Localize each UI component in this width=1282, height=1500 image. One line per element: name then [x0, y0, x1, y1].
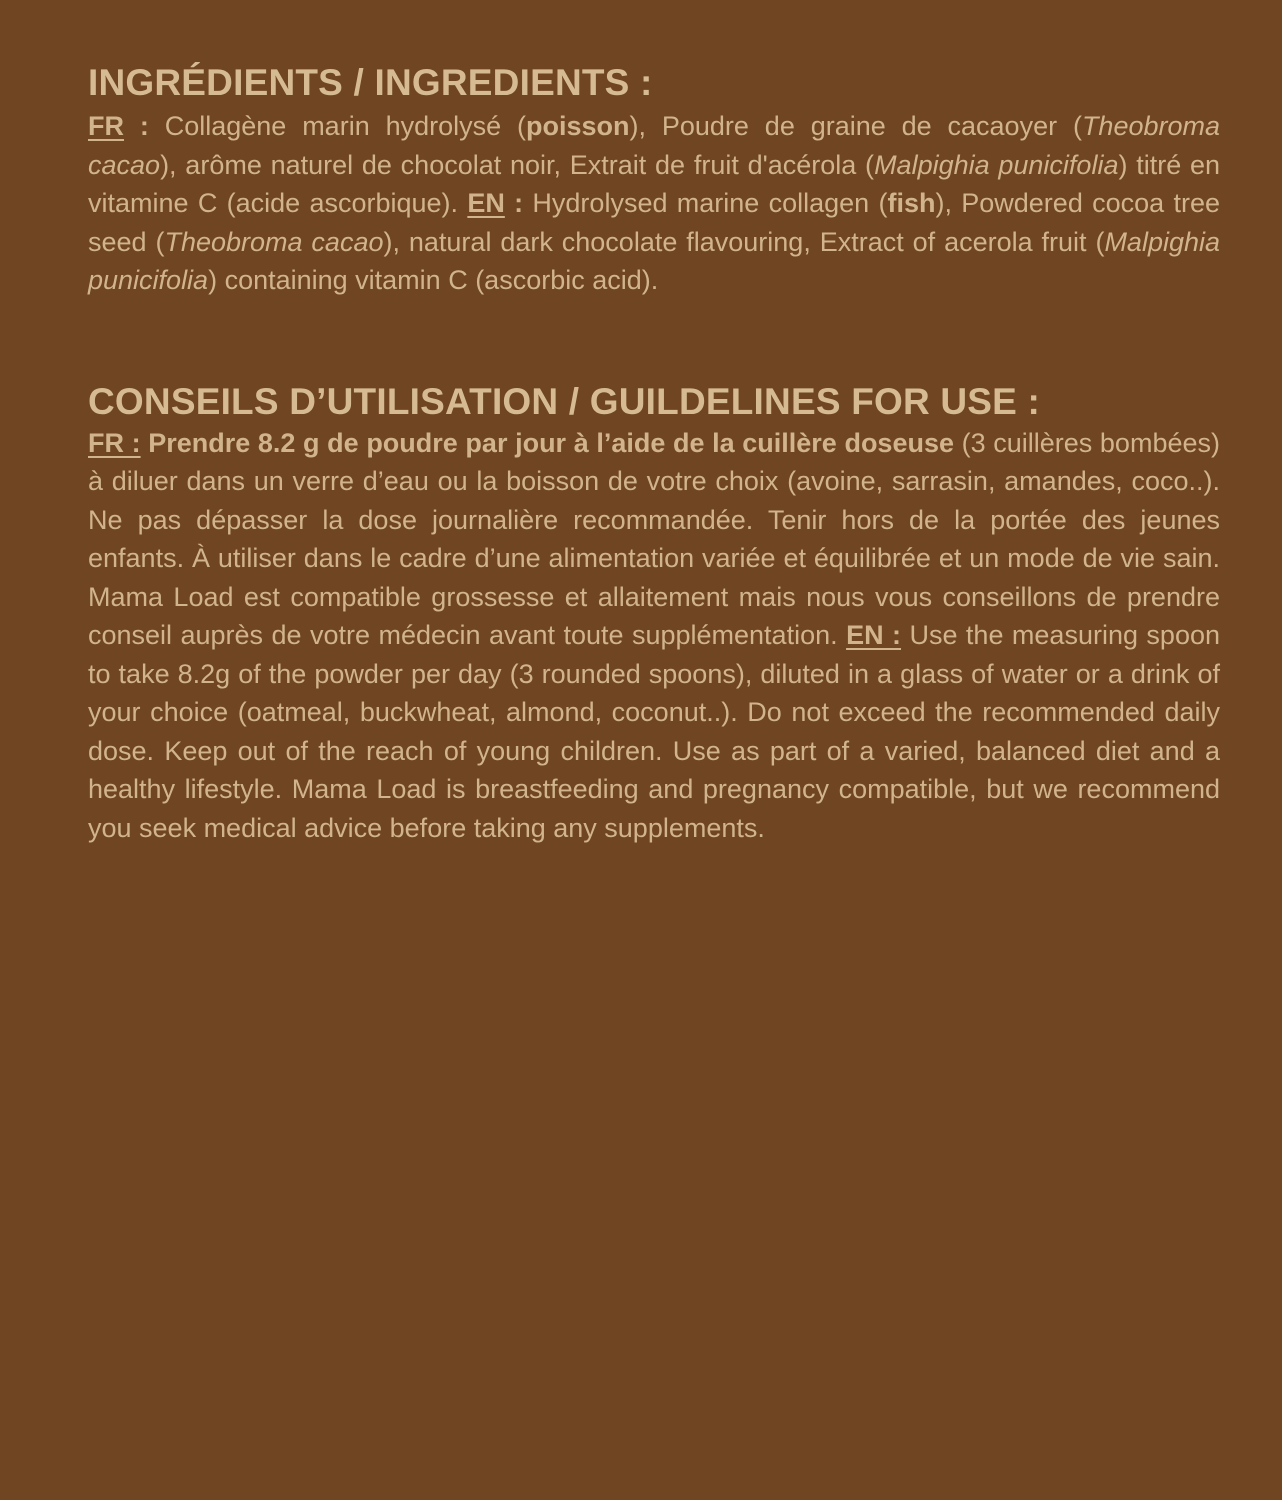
en-language-tag: EN	[467, 188, 505, 218]
en-ingredients-part-2: ), Powdered cocoa tree seed (	[88, 188, 1220, 257]
en-guidelines-body: Use the measuring spoon to take 8.2g of the powder per day (3 rounded spoons), diluted in a glass of water or a drink of your choice (oatmeal, buckwheat, almond, coconut..). Do not exceed the recommended daily dose. Keep out of the reach of young children. Use as part of a varied, balanced diet and a healthy lifestyle. Mama Load is breastfeeding and pregnancy compatible, but we recommend you seek medical advice before taking any supplements.	[88, 620, 1220, 843]
en-separator: :	[504, 188, 533, 218]
en-allergen-fish: fish	[887, 188, 936, 218]
fr-latin-name-acerola: Malpighia punicifolia	[874, 149, 1119, 180]
en-language-tag: EN :	[846, 620, 902, 650]
guidelines-text	[88, 424, 1220, 848]
en-ingredients-part-4: ) containing vitamin C (ascorbic acid).	[208, 265, 659, 295]
en-latin-name-acerola: Malpighia punicifolia	[88, 226, 1221, 295]
ingredients-section	[88, 58, 1220, 300]
ingredients-text	[88, 107, 1220, 300]
fr-ingredients-part-2: ), Poudre de graine de cacaoyer (	[629, 111, 1082, 141]
fr-guidelines-body: (3 cuillères bombées) à diluer dans un verre d’eau ou la boisson de votre choix (avoine, sarrasin, amandes, coco..). Ne pas dépasser la dose journalière recommandée. Tenir hors de la portée des jeunes enfants. À utiliser dans le cadre d’une alimentation variée et équilibrée et un mode de vie sain. Mama Load est compatible grossesse et allaitement mais nous vous conseillons de prendre conseil auprès de votre médecin avant toute supplémentation.	[88, 427, 1220, 650]
fr-language-tag: FR :	[88, 427, 141, 458]
guidelines-heading: CONSEILS D’UTILISATION / GUILDELINES FOR USE :	[88, 380, 1041, 422]
fr-ingredients-part-3: ), arôme naturel de chocolat noir, Extrait de fruit d'acérola (	[160, 149, 875, 180]
fr-language-tag: FR	[88, 111, 124, 141]
fr-allergen-poisson: poisson	[526, 111, 630, 141]
en-ingredients-part-3: ), natural dark chocolate flavouring, Extract of acerola fruit (	[383, 226, 1105, 257]
ingredients-heading: INGRÉDIENTS / INGREDIENTS :	[88, 62, 653, 103]
fr-ingredients-part-4: ) titré en vitamine C (acide ascorbique).	[88, 149, 1221, 218]
fr-separator: :	[124, 111, 165, 141]
guidelines-section	[88, 377, 1220, 848]
fr-dosage-instruction: Prendre 8.2 g de poudre par jour à l’aide de la cuillère doseuse	[140, 427, 954, 458]
en-ingredients-part-1: Hydrolysed marine collagen (	[532, 188, 888, 218]
fr-latin-name-cacao: Theobroma cacao	[88, 111, 1221, 180]
fr-ingredients-part-1: Collagène marin hydrolysé (	[164, 111, 526, 141]
en-latin-name-cacao: Theobroma cacao	[164, 226, 384, 257]
